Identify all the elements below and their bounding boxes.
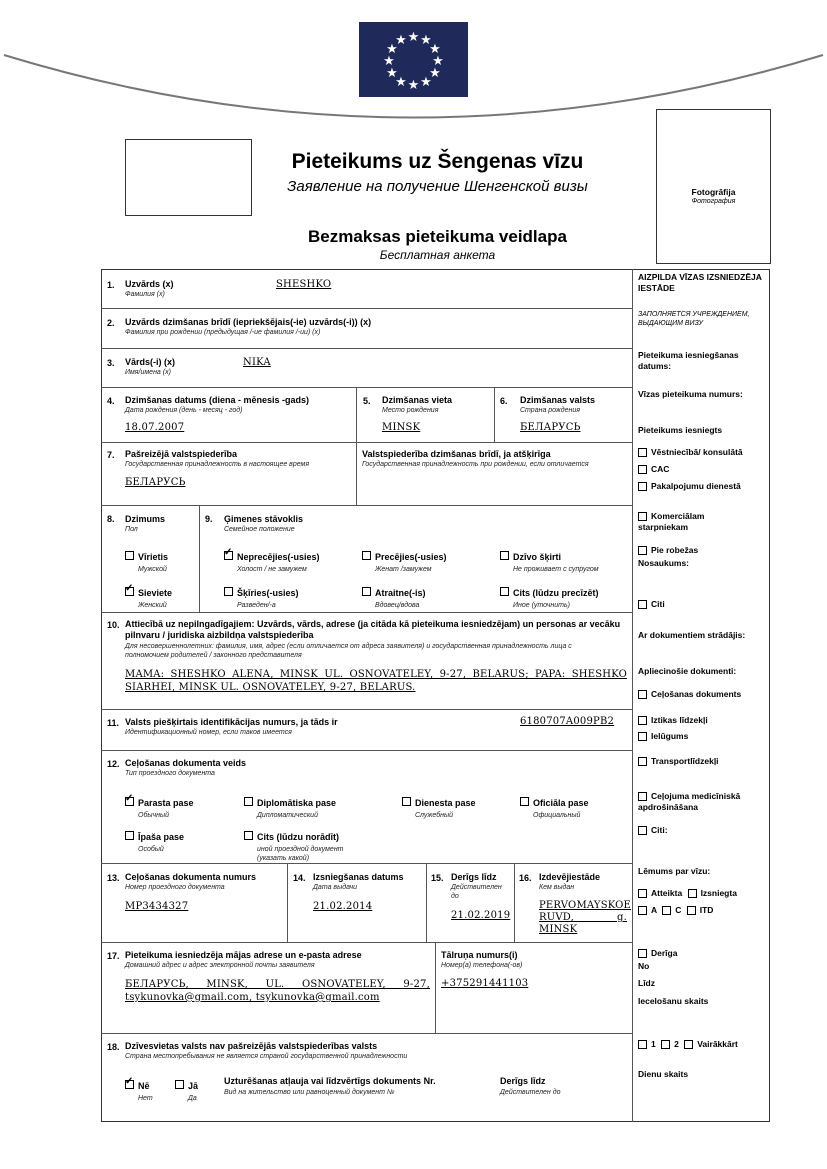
doc-other-option[interactable]: Cits (lūdzu norādīt) иной проездной документ (указать какой) (244, 827, 367, 863)
f10-num: 10. (107, 620, 120, 630)
page-title: Pieteikums uz Šengenas vīzu (291, 150, 584, 173)
f1-sub: Фамилия (x) (125, 291, 165, 298)
phone-sub: Номер(а) телефона(-ов) (441, 962, 523, 969)
eu-stars-icon (359, 22, 468, 97)
sidebar-refused-issued[interactable]: Atteikta Izsniegta (638, 888, 737, 899)
sidebar-valid[interactable]: Derīga (638, 948, 677, 959)
f14-sub: Дата выдачи (313, 884, 358, 891)
f7b-label: Valstspiederība dzimšanas brīdī, ja atšķirīga (362, 449, 551, 459)
svg-text:★: ★ (429, 42, 441, 57)
checkbox-checked-icon[interactable] (125, 1080, 134, 1089)
marital-other-option[interactable]: Cits (lūdzu precīzēt) Иное (уточнить) (500, 583, 599, 610)
f12-num: 12. (107, 759, 120, 769)
sidebar-d5[interactable]: Ceļojuma medicīniskā apdrošināšana (638, 791, 741, 812)
birth-date-value[interactable]: 18.07.2007 (125, 422, 185, 433)
birth-place-value[interactable]: MINSK (382, 422, 421, 433)
sidebar-date: Pieteikuma iesniegšanas datums: (638, 350, 739, 371)
f4-num: 4. (107, 396, 115, 406)
sidebar-days: Dienu skaits (638, 1069, 689, 1079)
national-id-value[interactable]: 6180707A009PB2 (520, 716, 615, 727)
doc-diplomatic-option[interactable]: Diplomātiska pase Дипломатический (244, 793, 336, 820)
checkbox-icon[interactable] (688, 889, 697, 898)
svg-text:★: ★ (383, 54, 395, 69)
sidebar-d4[interactable]: Transportlīdzekļi (638, 756, 719, 767)
checkbox-checked-icon[interactable] (125, 587, 134, 596)
f16-num: 16. (519, 873, 532, 883)
checkbox-icon[interactable] (125, 831, 134, 840)
sidebar-decision: Lēmums par vīzu: (638, 866, 711, 876)
marital-divorced-option[interactable]: Šķīries(-usies) Разведен/-а (224, 583, 299, 610)
checkbox-icon[interactable] (402, 797, 411, 806)
home-address-value[interactable]: БЕЛАРУСЬ, MINSK, UL. OSNOVATELEY, 9-27, tsykunovka@gmail.com, tsykunovka@gmail.com (125, 979, 430, 1003)
checkbox-icon[interactable] (362, 551, 371, 560)
f3-label: Vārds(-i) (x) (125, 357, 176, 367)
sidebar-from: No (638, 961, 650, 971)
photo-box (656, 109, 771, 264)
photo-label: Fotogrāfija (691, 187, 736, 197)
f10-label: Attiecībā uz nepilngadīgajiem: Uzvārds, vārds, adrese (ja citāda kā pieteikuma iesniedzējam) un personas ar vecāku pilnvaru / juridiska aizbildņa valstspiederība (125, 619, 621, 640)
sidebar-appnum: Vīzas pieteikuma numurs: (638, 389, 743, 399)
permit-valid-label: Derīgs līdz (500, 1076, 546, 1086)
f17-sub: Домашний адрес и адрес электронной почты заявителя (125, 962, 315, 969)
f17-num: 17. (107, 951, 120, 961)
f18-num: 18. (107, 1042, 120, 1052)
checkbox-icon[interactable] (638, 906, 647, 915)
sidebar-head: AIZPILDA VĪZAS IZSNIEDZĒJA IESTĀDE (638, 272, 762, 293)
checkbox-checked-icon[interactable] (125, 797, 134, 806)
guardian-value[interactable]: MAMA: SHESHKO ALENA, MINSK UL. OSNOVATELEY, 9-27, BELARUS; PAPA: SHESHKO SIARHEI, MINSK UL. OSNOVATELEY, 9-27, BELARUS. (125, 669, 627, 693)
checkbox-icon[interactable] (638, 826, 647, 835)
checkbox-icon[interactable] (638, 546, 647, 555)
surname-value[interactable]: SHESHKO (276, 279, 332, 290)
checkbox-icon[interactable] (638, 600, 647, 609)
f8-num: 8. (107, 514, 115, 524)
checkbox-icon[interactable] (638, 482, 647, 491)
f1-label: Uzvārds (x) (125, 279, 174, 289)
eu-flag (359, 22, 468, 97)
f15-num: 15. (431, 873, 444, 883)
f14-label: Izsniegšanas datums (313, 872, 404, 882)
checkbox-icon[interactable] (638, 690, 647, 699)
form-title: Bezmaksas pieteikuma veidlapa (308, 227, 567, 246)
f2-label: Uzvārds dzimšanas brīdī (iepriekšējais(-ie) uzvārds(-i)) (x) (125, 317, 372, 327)
checkbox-icon[interactable] (224, 587, 233, 596)
sidebar-c3[interactable]: Pakalpojumu dienestā (638, 481, 741, 492)
f7-label: Pašreizējā valstspiederība (125, 449, 238, 459)
f13-num: 13. (107, 873, 120, 883)
residence-yes-option[interactable]: Jā Да (175, 1076, 198, 1103)
f6-num: 6. (500, 396, 508, 406)
checkbox-icon[interactable] (687, 906, 696, 915)
checkbox-icon[interactable] (500, 587, 509, 596)
photo-label-ru: Фотография (691, 198, 736, 205)
permit-sub: Вид на жительство или равноценный документ № (224, 1089, 395, 1096)
f7-sub: Государственная принадлежность в настоящее время (125, 461, 310, 468)
phone-value[interactable]: +375291441103 (441, 978, 529, 989)
phone-label: Tālruņa numurs(i) (441, 950, 518, 960)
f17-label: Pieteikuma iesniedzēja mājas adrese un e-pasta adrese (125, 950, 362, 960)
checkbox-icon[interactable] (638, 889, 647, 898)
checkbox-icon[interactable] (520, 797, 529, 806)
checkbox-icon[interactable] (125, 551, 134, 560)
checkbox-icon[interactable] (638, 757, 647, 766)
f3-num: 3. (107, 358, 115, 368)
expiry-date-value[interactable]: 21.02.2019 (451, 910, 511, 921)
sidebar-c6[interactable]: Citi (638, 599, 665, 610)
doc-service-option[interactable]: Dienesta pase Служебный (402, 793, 476, 820)
checkbox-icon[interactable] (638, 512, 647, 521)
sidebar-entry-options[interactable]: 1 2 Vairākkārt (638, 1039, 738, 1050)
f4-label: Dzimšanas datums (diena - mēnesis -gads) (125, 395, 310, 405)
f12-label: Ceļošanas dokumenta veids (125, 758, 247, 768)
svg-text:★: ★ (395, 33, 407, 48)
sidebar-handler: Ar dokumentiem strādājis: (638, 630, 746, 640)
f6-label: Dzimšanas valsts (520, 395, 596, 405)
f13-sub: Номер проездного документа (125, 884, 225, 891)
checkbox-icon[interactable] (244, 831, 253, 840)
f11-label: Valsts piešķirtais identifikācijas numurs, ja tāds ir (125, 717, 338, 727)
gender-male-option[interactable]: Vīrietis Мужской (125, 547, 168, 574)
checkbox-icon[interactable] (638, 1040, 647, 1049)
svg-text:★: ★ (395, 75, 407, 90)
sidebar-visa-types[interactable]: A C ITD (638, 905, 713, 916)
checkbox-icon[interactable] (638, 716, 647, 725)
f15-sub: Действителен до (451, 884, 502, 900)
f8-sub: Пол (125, 526, 138, 533)
f15-label: Derīgs līdz (451, 872, 497, 882)
checkbox-icon[interactable] (638, 792, 647, 801)
checkbox-icon[interactable] (362, 587, 371, 596)
sidebar-c4[interactable]: Komerciālam starpniekam (638, 511, 705, 532)
sidebar-c1[interactable]: Vēstniecībā/ konsulātā (638, 447, 743, 458)
checkbox-icon[interactable] (684, 1040, 693, 1049)
f2-num: 2. (107, 318, 115, 328)
f5-label: Dzimšanas vieta (382, 395, 453, 405)
checkbox-icon[interactable] (638, 949, 647, 958)
issue-date-value[interactable]: 21.02.2014 (313, 901, 373, 912)
svg-text:★: ★ (386, 42, 398, 57)
checkbox-icon[interactable] (638, 448, 647, 457)
f6-sub: Страна рождения (520, 407, 580, 414)
marital-separated-option[interactable]: Dzīvo šķirti Не проживает с супругом (500, 547, 599, 574)
checkbox-icon[interactable] (175, 1080, 184, 1089)
svg-text:★: ★ (432, 54, 444, 69)
given-name-value[interactable]: NIKA (243, 357, 271, 368)
marital-single-option[interactable]: ✓Neprecējies(-usies) Холост / не замужем (224, 547, 320, 574)
sidebar-d1[interactable]: Ceļošanas dokuments (638, 689, 741, 700)
svg-text:★: ★ (420, 33, 432, 48)
checkbox-icon[interactable] (500, 551, 509, 560)
f1-num: 1. (107, 280, 115, 290)
f16-label: Izdevējiestāde (539, 872, 601, 882)
f4-sub: Дата рождения (день - месяц - год) (125, 407, 243, 414)
f18-label: Dzīvesvietas valsts nav pašreizējās valstspiederības valsts (125, 1041, 378, 1051)
permit-label: Uzturēšanas atļauja vai līdzvērtīgs dokuments Nr. (224, 1076, 436, 1086)
residence-no-option[interactable]: ✓Nē Нет (125, 1076, 153, 1103)
page-title-ru: Заявление на получение Шенгенской визы (287, 178, 588, 195)
f11-sub: Идентификационный номер, если таков имеется (125, 729, 292, 736)
checkbox-checked-icon[interactable] (224, 551, 233, 560)
form-title-ru: Бесплатная анкета (379, 248, 496, 262)
sidebar-head-ru: ЗАПОЛНЯЕТСЯ УЧРЕЖДЕНИЕМ, ВЫДАЮЩИМ ВИЗУ (638, 311, 750, 327)
svg-text:★: ★ (429, 66, 441, 81)
f14-num: 14. (293, 873, 306, 883)
sidebar-name: Nosaukums: (638, 558, 690, 568)
svg-text:★: ★ (407, 78, 420, 93)
f11-num: 11. (107, 718, 120, 728)
stamp-box (125, 139, 252, 216)
checkbox-icon[interactable] (638, 732, 647, 741)
f7-num: 7. (107, 450, 115, 460)
gender-female-option[interactable]: ✓Sieviete Женский (125, 583, 172, 610)
f12-sub: Тип проездного документа (125, 770, 215, 777)
f18-sub: Страна местопребывания не является страной государственной принадлежности (125, 1053, 408, 1060)
marital-widowed-option[interactable]: Atraitne(-is) Вдовец/вдова (362, 583, 426, 610)
f2-sub: Фамилия при рождении (предыдущая /-ие фамилия /-ии) (x) (125, 329, 321, 336)
svg-text:★: ★ (407, 30, 420, 45)
svg-text:★: ★ (386, 66, 398, 81)
f9-sub: Семейное положение (224, 526, 295, 533)
f9-num: 9. (205, 514, 213, 524)
f5-sub: Место рождения (382, 407, 439, 414)
checkbox-icon[interactable] (662, 906, 671, 915)
f8-label: Dzimums (125, 514, 166, 524)
marital-married-option[interactable]: Precējies(-usies) Женат /замужем (362, 547, 447, 574)
sidebar-to: Līdz (638, 978, 655, 988)
sidebar-d2[interactable]: Iztikas līdzekļi (638, 715, 708, 726)
doc-special-option[interactable]: Īpaša pase Особый (125, 827, 184, 854)
sidebar-d6[interactable]: Citi: (638, 825, 668, 836)
svg-text:★: ★ (420, 75, 432, 90)
f10-sub: Для несовершеннолетних: фамилия, имя, адрес (если отличается от адреса заявителя) и государственная принадлежность лица с полномочием родителей / законного представителя (125, 643, 572, 659)
f7b-sub: Государственная принадлежность при рождении, если отличается (362, 461, 589, 468)
birth-country-value[interactable]: БЕЛАРУСЬ (520, 422, 581, 433)
f3-sub: Имя/имена (x) (125, 369, 171, 376)
f5-num: 5. (363, 396, 371, 406)
checkbox-icon[interactable] (661, 1040, 670, 1049)
sidebar-submitted: Pieteikums iesniegts (638, 425, 723, 435)
checkbox-icon[interactable] (244, 797, 253, 806)
doc-ordinary-option[interactable]: ✓Parasta pase Обычный (125, 793, 194, 820)
nationality-value[interactable]: БЕЛАРУСЬ (125, 477, 186, 488)
sidebar-c5[interactable]: Pie robežas (638, 545, 698, 556)
issuing-authority-value[interactable]: PERVOMAYSKOE RUVD, g. MINSK (539, 900, 632, 935)
sidebar-entries: Iecelošanu skaits (638, 996, 709, 1006)
checkbox-icon[interactable] (638, 465, 647, 474)
f9-label: Ģimenes stāvoklis (224, 514, 304, 524)
sidebar-c2[interactable]: CAC (638, 464, 669, 475)
sidebar-docs: Apliecinošie dokumenti: (638, 666, 737, 676)
passport-number-value[interactable]: MP3434327 (125, 901, 189, 912)
permit-valid-sub: Действителен до (500, 1089, 561, 1096)
f13-label: Ceļošanas dokumenta numurs (125, 872, 257, 882)
sidebar-d3[interactable]: Ielūgums (638, 731, 688, 742)
f16-sub: Кем выдан (539, 884, 575, 891)
doc-official-option[interactable]: Oficiāla pase Официальный (520, 793, 589, 820)
